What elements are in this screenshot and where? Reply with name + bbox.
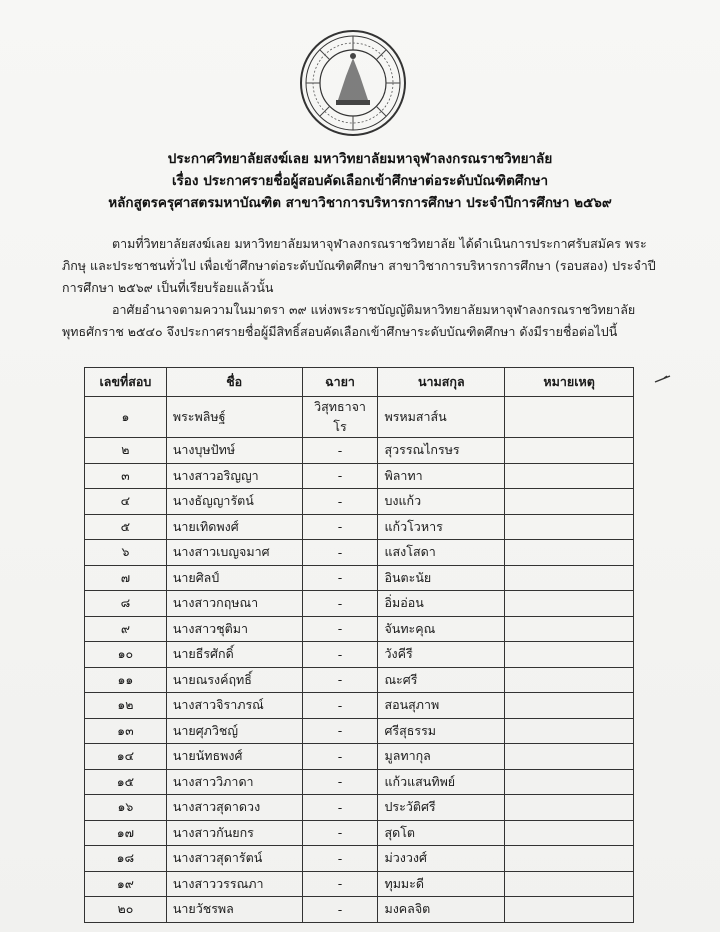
surname-cell: ณะศรี (378, 667, 505, 693)
alias-cell: - (302, 565, 378, 591)
name-cell: นางสาวกันยกร (166, 820, 302, 846)
table-row (85, 489, 634, 515)
note-cell (505, 871, 634, 897)
table-row (85, 846, 634, 872)
surname-cell: แก้วโวหาร (378, 514, 505, 540)
exam-number-cell: ๑๖ (85, 795, 167, 821)
exam-number-cell: ๔ (85, 489, 167, 515)
surname-cell: บงแก้ว (378, 489, 505, 515)
table-row (85, 438, 634, 464)
note-cell (505, 438, 634, 464)
name-cell: นางสาววรรณภา (166, 871, 302, 897)
note-cell (505, 514, 634, 540)
name-cell: นายศุภวิชญ์ (166, 718, 302, 744)
exam-number-cell: ๑๔ (85, 744, 167, 770)
title-line-2: เรื่อง ประกาศรายชื่อผู้สอบคัดเลือกเข้าศึกษาต่อระดับบัณฑิตศึกษา (171, 173, 549, 189)
university-seal-icon (298, 28, 408, 138)
name-cell: นางสาวอริญญา (166, 463, 302, 489)
note-cell (505, 744, 634, 770)
surname-cell: จันทะคุณ (378, 616, 505, 642)
header-surname: นามสกุล (378, 368, 505, 397)
table-row (85, 397, 634, 438)
name-cell: พระพลิษฐ์ (166, 397, 302, 438)
name-cell: นางธัญญารัตน์ (166, 489, 302, 515)
surname-cell: มงคลจิต (378, 897, 505, 923)
exam-number-cell: ๑๓ (85, 718, 167, 744)
note-cell (505, 463, 634, 489)
alias-cell: - (302, 820, 378, 846)
alias-cell: - (302, 846, 378, 872)
note-cell (505, 718, 634, 744)
surname-cell: พรหมสาส์น (378, 397, 505, 438)
surname-cell: ม่วงวงศ์ (378, 846, 505, 872)
surname-cell: สุวรรณไกรษร (378, 438, 505, 464)
exam-number-cell: ๓ (85, 463, 167, 489)
body-paragraph-2: อาศัยอำนาจตามความในมาตรา ๓๙ แห่งพระราชบัญญัติมหาวิทยาลัยมหาจุฬาลงกรณราชวิทยาลัย พุทธศักราช ๒๕๔๐ จึงประกาศรายชื่อผู้มีสิทธิ์สอบคัดเลือกเข้าศึกษาระดับบัณฑิตศึกษา ดังมีรายชื่อต่อไปนี้ (62, 302, 636, 339)
table-row (85, 667, 634, 693)
body-paragraph-1: ตามที่วิทยาลัยสงฆ์เลย มหาวิทยาลัยมหาจุฬาลงกรณราชวิทยาลัย ได้ดำเนินการประกาศรับสมัคร พระภิกษุ และประชาชนทั่วไป เพื่อเข้าศึกษาต่อระดับบัณฑิตศึกษา สาขาวิชาการบริหารการศึกษา (รอบสอง) ประจำปีการศึกษา ๒๕๖๙ เป็นที่เรียบร้อยแล้วนั้น (62, 236, 656, 295)
surname-cell: ทุมมะดี (378, 871, 505, 897)
note-cell (505, 769, 634, 795)
table-row (85, 871, 634, 897)
table-row (85, 744, 634, 770)
note-cell (505, 565, 634, 591)
table-row (85, 463, 634, 489)
title-line-3: หลักสูตรครุศาสตรมหาบัณฑิต สาขาวิชาการบริหารการศึกษา ประจำปีการศึกษา ๒๕๖๙ (108, 195, 612, 211)
name-cell: นายศิลป์ (166, 565, 302, 591)
table-row (85, 718, 634, 744)
table-row (85, 795, 634, 821)
note-cell (505, 693, 634, 719)
note-cell (505, 897, 634, 923)
alias-cell: - (302, 693, 378, 719)
pen-mark-icon (654, 374, 672, 384)
exam-number-cell: ๒ (85, 438, 167, 464)
alias-cell: - (302, 616, 378, 642)
header-alias: ฉายา (302, 368, 378, 397)
table-row (85, 540, 634, 566)
surname-cell: สอนสุภาพ (378, 693, 505, 719)
exam-number-cell: ๗ (85, 565, 167, 591)
table-row (85, 769, 634, 795)
exam-number-cell: ๒๐ (85, 897, 167, 923)
exam-number-cell: ๕ (85, 514, 167, 540)
table-row (85, 591, 634, 617)
surname-cell: อิ่มอ่อน (378, 591, 505, 617)
surname-cell: ศรีสุธรรม (378, 718, 505, 744)
table-header-row (85, 368, 634, 397)
alias-cell: - (302, 463, 378, 489)
note-cell (505, 820, 634, 846)
name-cell: นายณรงค์ฤทธิ์ (166, 667, 302, 693)
table-row (85, 616, 634, 642)
exam-number-cell: ๑๘ (85, 846, 167, 872)
surname-cell: มูลทากุล (378, 744, 505, 770)
name-cell: นายนัทธพงศ์ (166, 744, 302, 770)
note-cell (505, 397, 634, 438)
note-cell (505, 616, 634, 642)
alias-cell: - (302, 897, 378, 923)
header-note: หมายเหตุ (505, 368, 634, 397)
note-cell (505, 489, 634, 515)
name-cell: นางสาวเบญจมาศ (166, 540, 302, 566)
header-exam-number: เลขที่สอบ (85, 368, 167, 397)
alias-cell: - (302, 514, 378, 540)
surname-cell: วังคีรี (378, 642, 505, 668)
note-cell (505, 591, 634, 617)
name-cell: นางสาวจิราภรณ์ (166, 693, 302, 719)
note-cell (505, 642, 634, 668)
alias-cell: - (302, 438, 378, 464)
name-cell: นางสาวสุดารัตน์ (166, 846, 302, 872)
exam-number-cell: ๑ (85, 397, 167, 438)
exam-number-cell: ๙ (85, 616, 167, 642)
header-name: ชื่อ (166, 368, 302, 397)
alias-cell: - (302, 718, 378, 744)
name-cell: นางสาวกฤษณา (166, 591, 302, 617)
exam-number-cell: ๖ (85, 540, 167, 566)
name-cell: นายธีรศักดิ์ (166, 642, 302, 668)
alias-cell: - (302, 871, 378, 897)
name-cell: นายวัชรพล (166, 897, 302, 923)
alias-cell: - (302, 744, 378, 770)
name-cell: นางบุษปัทษ์ (166, 438, 302, 464)
surname-cell: แก้วแสนทิพย์ (378, 769, 505, 795)
exam-number-cell: ๑๐ (85, 642, 167, 668)
alias-cell: - (302, 489, 378, 515)
exam-number-cell: ๑๗ (85, 820, 167, 846)
alias-cell: - (302, 769, 378, 795)
note-cell (505, 795, 634, 821)
table-row (85, 565, 634, 591)
surname-cell: ประวัติศรี (378, 795, 505, 821)
name-cell: นายเทิดพงศ์ (166, 514, 302, 540)
surname-cell: แสงโสดา (378, 540, 505, 566)
note-cell (505, 846, 634, 872)
exam-number-cell: ๑๕ (85, 769, 167, 795)
alias-cell: - (302, 591, 378, 617)
name-cell: นางสาวชุติมา (166, 616, 302, 642)
surname-cell: สุดโต (378, 820, 505, 846)
surname-cell: พิลาทา (378, 463, 505, 489)
announcement-body (62, 233, 662, 343)
exam-number-cell: ๑๙ (85, 871, 167, 897)
table-row (85, 897, 634, 923)
name-cell: นางสาวสุดาดวง (166, 795, 302, 821)
note-cell (505, 667, 634, 693)
note-cell (505, 540, 634, 566)
alias-cell: - (302, 667, 378, 693)
candidate-table (84, 367, 634, 923)
name-cell: นางสาววิภาดา (166, 769, 302, 795)
exam-number-cell: ๑๑ (85, 667, 167, 693)
alias-cell: - (302, 795, 378, 821)
exam-number-cell: ๑๒ (85, 693, 167, 719)
alias-cell: - (302, 540, 378, 566)
alias-cell: - (302, 642, 378, 668)
exam-number-cell: ๘ (85, 591, 167, 617)
announcement-title (0, 148, 720, 214)
table-row (85, 514, 634, 540)
alias-cell: วิสุทธาจาโร (302, 397, 378, 438)
table-row (85, 642, 634, 668)
table-row (85, 693, 634, 719)
title-line-1: ประกาศวิทยาลัยสงฆ์เลย มหาวิทยาลัยมหาจุฬาลงกรณราชวิทยาลัย (167, 151, 553, 167)
surname-cell: อินตะนัย (378, 565, 505, 591)
table-row (85, 820, 634, 846)
